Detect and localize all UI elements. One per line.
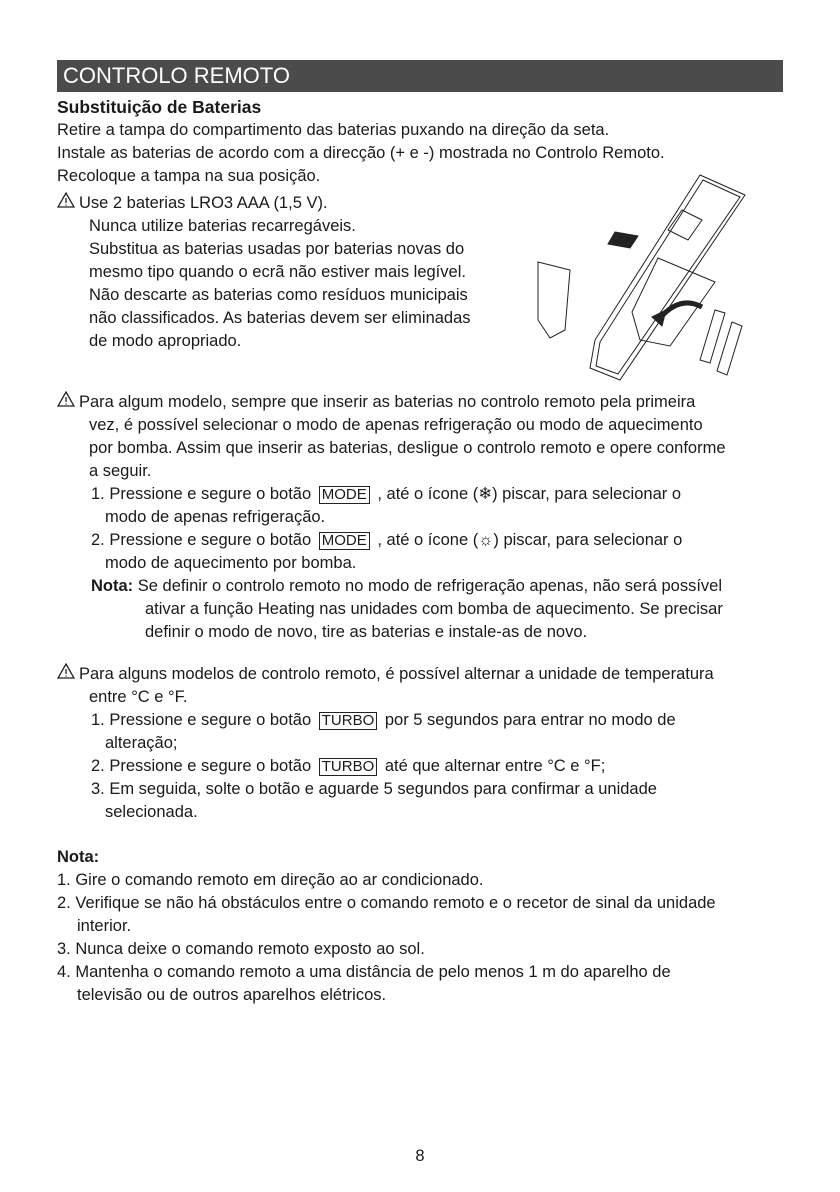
note-label: Nota: — [91, 577, 134, 595]
step-1 — [57, 483, 787, 506]
step-text: por 5 segundos para entrar no modo de — [384, 711, 676, 729]
note-item: 1. Gire o comando remoto em direção ao ar condicionado. — [57, 871, 484, 889]
step-text: 1. Pressione e segure o botão — [91, 485, 312, 503]
text-line: não classificados. As baterias devem ser eliminadas — [89, 309, 471, 327]
notes-heading: Nota: — [57, 848, 100, 866]
step-text: 1. Pressione e segure o botão — [91, 711, 312, 729]
text-line: Nunca utilize baterias recarregáveis. — [89, 217, 356, 235]
page-number: 8 — [415, 1147, 425, 1165]
notes-section — [57, 846, 787, 1007]
step-3: 3. Em seguida, solte o botão e aguarde 5 segundos para confirmar a unidade — [91, 780, 657, 798]
step-text: até que alternar entre °C e °F; — [384, 757, 606, 775]
step-2 — [57, 529, 787, 552]
text-line: Não descarte as baterias como resíduos municipais — [89, 286, 468, 304]
step-text: , até o ícone ( — [377, 485, 479, 503]
step-text: 2. Pressione e segure o botão — [91, 531, 312, 549]
step-text: ) piscar, para selecionar o — [493, 531, 683, 549]
text-line: definir o modo de novo, tire as baterias e instale-as de novo. — [145, 623, 588, 641]
temperature-unit-section — [57, 663, 787, 824]
text-line: ativar a função Heating nas unidades com bomba de aquecimento. Se precisar — [145, 600, 723, 618]
mode-key-label: MODE — [319, 486, 370, 504]
step-text: ) piscar, para selecionar o — [492, 485, 682, 503]
text-line: modo de aquecimento por bomba. — [105, 554, 357, 572]
text-line: Recoloque a tampa na sua posição. — [57, 167, 321, 185]
turbo-key-label: TURBO — [319, 712, 378, 730]
cooling-mode-section — [57, 391, 787, 644]
turbo-key-label: TURBO — [319, 758, 378, 776]
text-line: Se definir o controlo remoto no modo de refrigeração apenas, não será possível — [133, 577, 723, 595]
warning-icon — [57, 391, 79, 414]
warning-text: Use 2 baterias LRO3 AAA (1,5 V). — [79, 194, 328, 212]
step-1 — [57, 709, 787, 732]
note-item: 4. Mantenha o comando remoto a uma distância de pelo menos 1 m do aparelho de — [57, 963, 671, 981]
step-text: 2. Pressione e segure o botão — [91, 757, 312, 775]
text-line: Para algum modelo, sempre que inserir as baterias no controlo remoto pela primeira — [79, 393, 696, 411]
text-line: Instale as baterias de acordo com a direcção (+ e -) mostrada no Controlo Remoto. — [57, 144, 665, 162]
text-line: modo de apenas refrigeração. — [105, 508, 326, 526]
note-item: 3. Nunca deixe o comando remoto exposto ao sol. — [57, 940, 425, 958]
text-line: selecionada. — [105, 803, 198, 821]
note-item-cont: interior. — [77, 917, 132, 935]
note-item: 2. Verifique se não há obstáculos entre o comando remoto e o recetor de sinal da unidade — [57, 894, 716, 912]
battery-heading: Substituição de Baterias — [57, 97, 262, 117]
text-line: a seguir. — [89, 462, 152, 480]
note-item-cont: televisão ou de outros aparelhos elétricos. — [77, 986, 387, 1004]
text-line: mesmo tipo quando o ecrã não estiver mais legível. — [89, 263, 466, 281]
text-line: Substitua as baterias usadas por baterias novas do — [89, 240, 465, 258]
text-line: entre °C e °F. — [89, 688, 188, 706]
sun-icon: ☼ — [478, 531, 494, 549]
text-line: de modo apropriado. — [89, 332, 242, 350]
step-text: , até o ícone ( — [377, 531, 479, 549]
step-2 — [57, 755, 787, 778]
text-line: Para alguns modelos de controlo remoto, é possível alternar a unidade de temperatura — [79, 665, 714, 683]
section-title: CONTROLO REMOTO — [57, 60, 783, 92]
text-line: vez, é possível selecionar o modo de apenas refrigeração ou modo de aquecimento — [89, 416, 703, 434]
warning-icon — [57, 663, 79, 686]
snowflake-icon: ❄ — [478, 485, 493, 503]
mode-key-label: MODE — [319, 532, 370, 550]
text-line: alteração; — [105, 734, 178, 752]
battery-replacement-illustration — [520, 170, 780, 385]
text-line: Retire a tampa do compartimento das baterias puxando na direção da seta. — [57, 121, 610, 139]
warning-icon — [57, 192, 79, 215]
text-line: por bomba. Assim que inserir as baterias, desligue o controlo remoto e opere conforme — [89, 439, 726, 457]
